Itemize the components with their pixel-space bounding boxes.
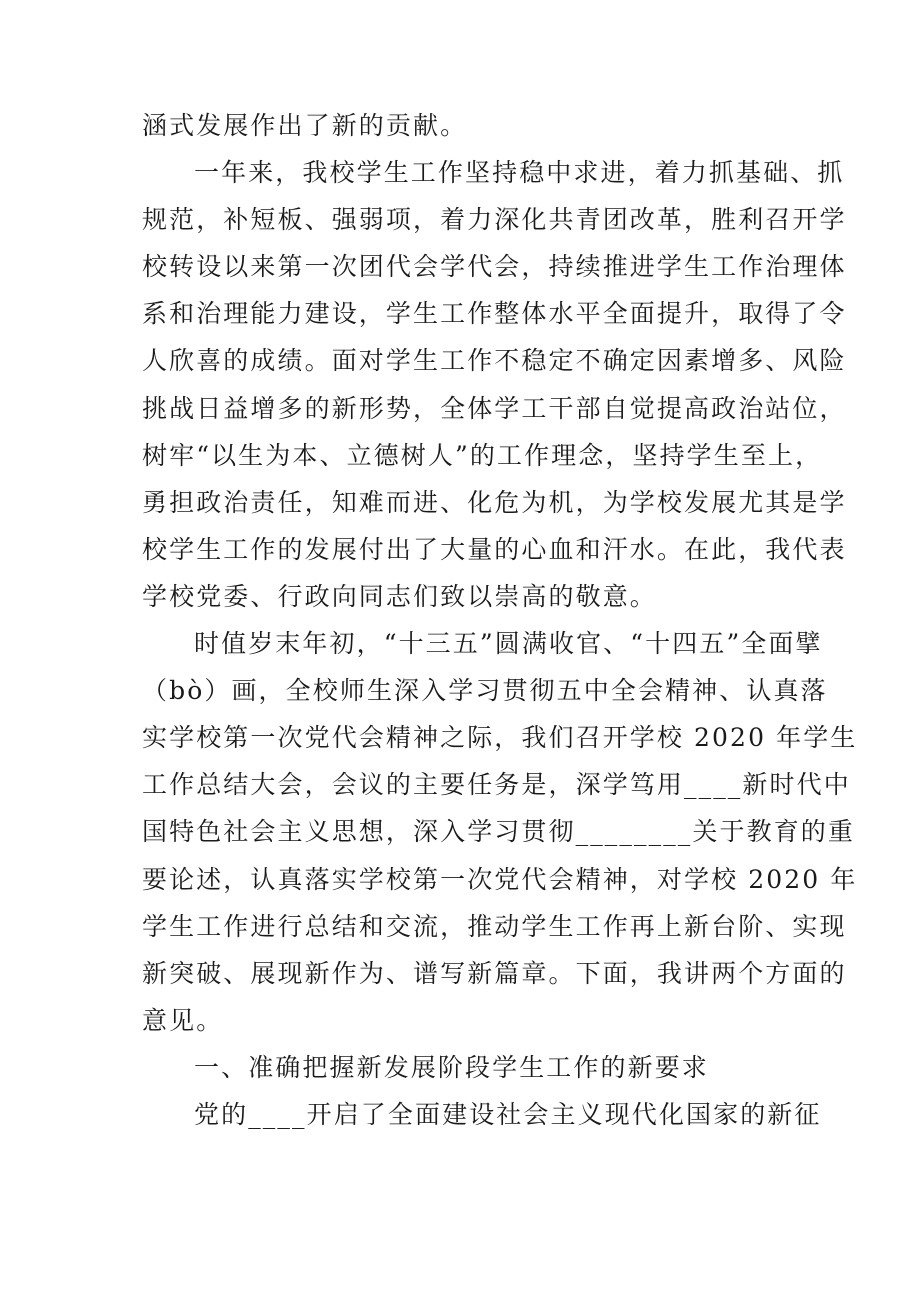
text-line: （bò）画，全校师生深入学习贯彻五中全会精神、认真落 — [142, 676, 828, 706]
heading-line: 一、准确把握新发展阶段学生工作的新要求 — [194, 1052, 709, 1082]
paragraph-1 — [142, 102, 792, 149]
text-line: 人欣喜的成绩。面对学生工作不稳定不确定因素增多、风险 — [142, 346, 847, 376]
section-heading — [142, 1044, 792, 1091]
text-line: 学生工作进行总结和交流，推动学生工作再上新台阶、实现 — [142, 911, 847, 941]
paragraph-3 — [142, 620, 858, 1044]
text-line: 校转设以来第一次团代会学代会，持续推进学生工作治理体 — [142, 252, 847, 282]
text-line: 新突破、展现新作为、谱写新篇章。下面，我讲两个方面的 — [142, 958, 847, 988]
text-line: 挑战日益增多的新形势，全体学工干部自觉提高政治站位， — [142, 393, 847, 423]
paragraph-2 — [142, 149, 847, 620]
text-line: 勇担政治责任，知难而进、化危为机，为学校发展尤其是学 — [142, 487, 847, 517]
text-line: 时值岁末年初，“十三五”圆满收官、“十四五”全面擘 — [194, 629, 823, 659]
text-line: 实学校第一次党代会精神之际，我们召开学校 2020 年学生 — [142, 723, 858, 753]
text-line: 涵式发展作出了新的贡献。 — [142, 111, 468, 140]
text-line: 国特色社会主义思想，深入学习贯彻________关于教育的重 — [142, 817, 856, 847]
text-line: 校学生工作的发展付出了大量的心血和汗水。在此，我代表 — [142, 534, 847, 564]
document-page — [142, 102, 858, 1138]
text-line: 一年来，我校学生工作坚持稳中求进，着力抓基础、抓 — [194, 158, 845, 188]
text-line: 规范，补短板、强弱项，着力深化共青团改革，胜利召开学 — [142, 205, 847, 235]
text-line: 工作总结大会，会议的主要任务是，深学笃用____新时代中 — [142, 770, 851, 800]
text-line: 要论述，认真落实学校第一次党代会精神，对学校 2020 年 — [142, 864, 858, 894]
text-line: 学校党委、行政向同志们致以崇高的敬意。 — [142, 581, 657, 611]
text-line: 树牢“以生为本、立德树人”的工作理念，坚持学生至上， — [142, 440, 823, 470]
text-line: 意见。 — [142, 1005, 224, 1035]
text-line: 系和治理能力建设，学生工作整体水平全面提升，取得了令 — [142, 299, 847, 329]
paragraph-5 — [142, 1091, 822, 1138]
text-line: 党的____开启了全面建设社会主义现代化国家的新征 — [194, 1099, 822, 1129]
